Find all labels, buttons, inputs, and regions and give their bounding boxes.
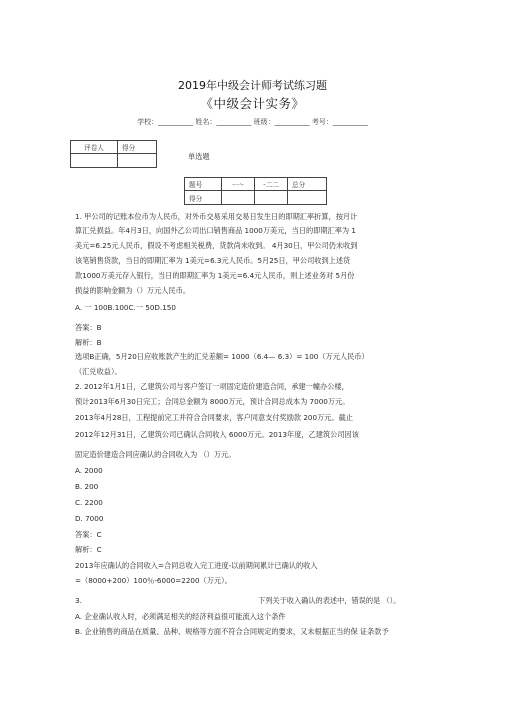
question-3-number: 3. [75, 596, 82, 605]
grader-score-cell [118, 154, 157, 168]
question-1-analysis: 选项B正确，5月20日应收账款产生的汇兑差额= 1000（6.4— 6.3）= 100（万元人民币） [75, 352, 369, 361]
question-1-line: 该笔销售货款，当日的即期汇率为 1美元=6.3元人民币。5月25日，甲公司收到上述货 [75, 256, 351, 265]
grader-table [70, 140, 157, 168]
score-header-total: 总分 [288, 178, 327, 191]
score-table [184, 177, 327, 205]
question-2-line: 固定造价建造合同应确认的合同收入为 （）万元。 [75, 450, 236, 459]
score-cell [222, 191, 255, 205]
question-2-option: B. 200 [75, 482, 99, 491]
question-2-option: A. 2000 [75, 466, 103, 475]
question-2-option: C. 2200 [75, 498, 103, 507]
score-header-part1: -一- [222, 178, 255, 191]
score-row-label: 得分 [185, 191, 222, 205]
question-1-analysis-label: 解析：B [75, 338, 102, 347]
exam-subtitle: 《中级会计实务》 [200, 96, 305, 111]
question-2-analysis: =（8000+200）100％-6000=2200（万元）。 [75, 576, 232, 585]
question-2-line: 2. 2012年1月1日，乙建筑公司与客户签订一项固定造价建造合同，承建一幢办公楼， [75, 382, 349, 391]
question-3-option: B. 企业销售的商品在质量、品种、规格等方面不符合合同规定的要求，又未根据正当的保 证条款予 [75, 627, 389, 636]
question-1-line: 款1000万美元存入银行，当日的即期汇率为 1美元=6.4元人民币，则上述业务对 5月份 [75, 271, 355, 280]
question-2-line: 2013年4月28日，工程提前完工并符合合同要求，客户同意支付奖励款 200万元。截止 [75, 413, 354, 422]
question-1-options: A. 一 100B.100C.一 50D.150 [75, 303, 176, 312]
question-1-line: 损益的影响金额为（）万元人民币。 [75, 286, 191, 295]
score-cell [288, 191, 327, 205]
score-header-part2: -二二 [255, 178, 288, 191]
question-2-analysis-label: 解析：C [75, 545, 102, 554]
question-2-line: 2012年12月31日，乙建筑公司已确认合同收入 6000万元。2013年度，乙建筑公司因该 [75, 430, 359, 439]
question-2-answer: 答案：C [75, 530, 102, 539]
question-1-line: 算汇兑损益。年4月3日，向国外乙公司出口销售商品 1000万美元，当日的即期汇率为 1 [75, 226, 356, 235]
question-3-stem: 下列关于收入确认的表述中，错误的是 （）。 [258, 596, 401, 605]
question-1-answer: 答案：B [75, 323, 102, 332]
question-1-line: 1. 甲公司的记账本位币为人民币，对外币交易采用交易日发生日的即期汇率折算，按月计 [75, 212, 358, 221]
question-2-analysis: 2013年应确认的合同收入=合同总收入完工进度-以前期间累计已确认的收入 [75, 561, 318, 570]
score-header-qno: 题号 [185, 178, 222, 191]
question-1-line: 美元=6.25元人民币，假设不考虑相关税费，货款尚未收到。 4月30日，甲公司仍未收到 [75, 241, 358, 250]
question-2-option: D. 7000 [75, 514, 104, 523]
exam-title: 2019年中级会计师考试练习题 [178, 79, 327, 92]
student-info-line: 学校：__________ 姓名：__________ 班级：__________ 考号：__________ [137, 118, 368, 126]
grader-score-label: 得分 [118, 141, 157, 154]
question-1-analysis: （汇兑收益）。 [75, 367, 122, 376]
question-3-option: A. 企业确认收入时，必须满足相关的经济利益很可能流入这个条件 [75, 612, 286, 621]
question-2-line: 预计2013年6月30日完工；合同总金额为 8000万元，预计合同总成本为 7000万元。 [75, 397, 350, 406]
score-cell [255, 191, 288, 205]
grader-cell [71, 154, 118, 168]
grader-label: 评卷人 [71, 141, 118, 154]
section-label: 单选题 [188, 152, 210, 161]
